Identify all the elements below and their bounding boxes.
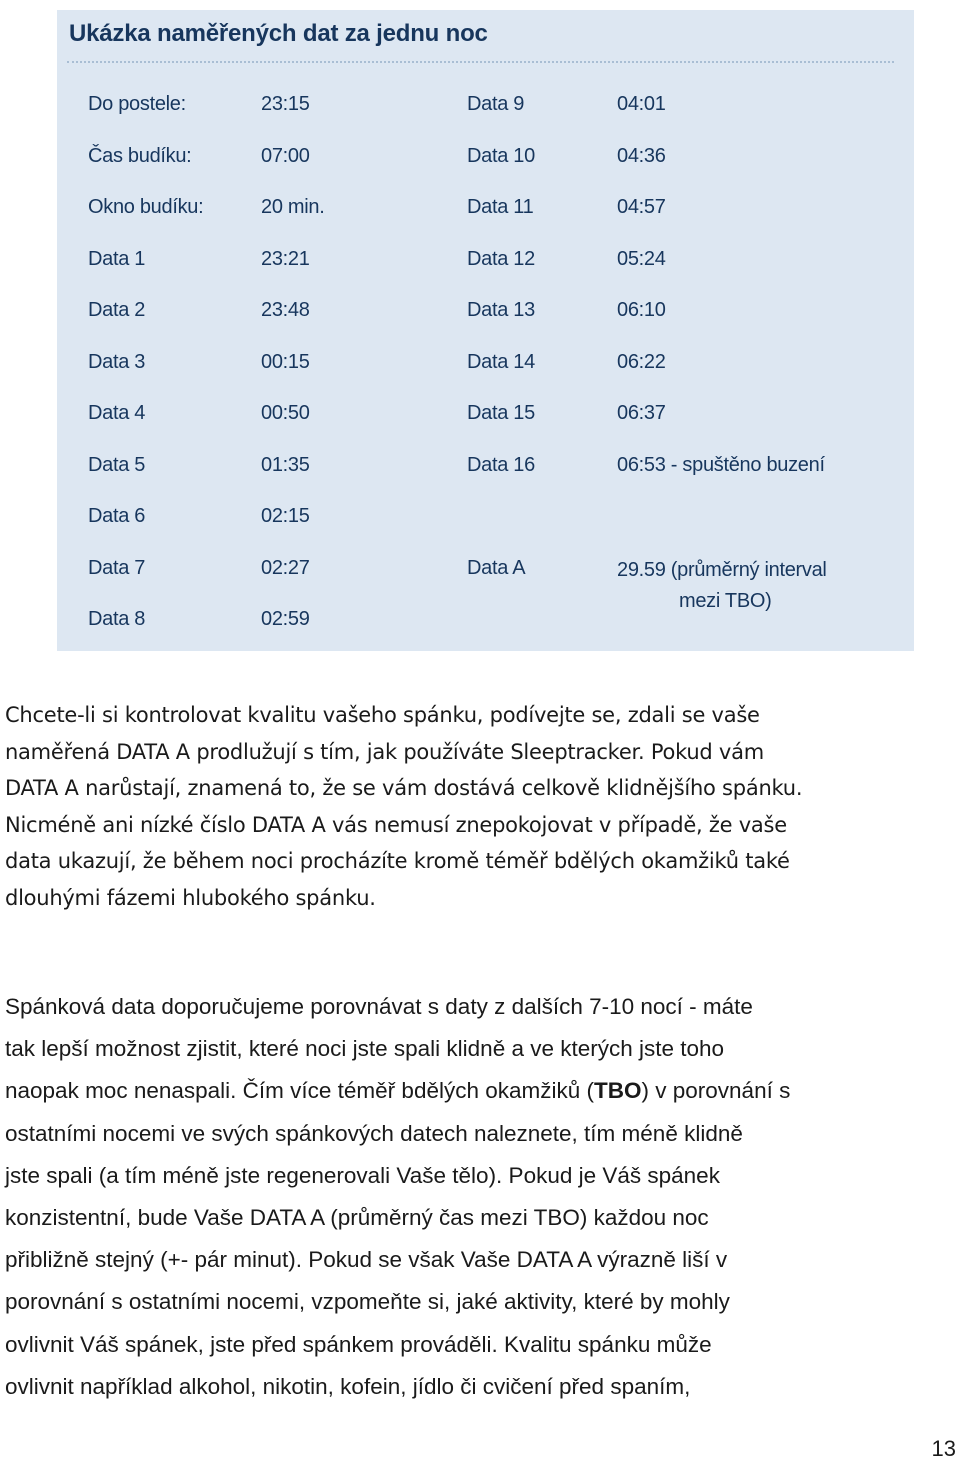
right-label: Data 12 <box>467 248 535 270</box>
right-label: Data 10 <box>467 145 535 167</box>
paragraph-text: naopak moc nenaspali. Čím více téměř bdělých okamžiků ( <box>5 1078 595 1104</box>
left-value: 02:15 <box>261 505 310 527</box>
left-label: Data 5 <box>88 454 146 476</box>
left-label: Do postele: <box>88 93 186 115</box>
paragraph-line: ostatními nocemi ve svých spánkových datech naleznete, tím méně klidně <box>5 1120 743 1146</box>
paragraph-line: přibližně stejný (+- pár minut). Pokud se však Vaše DATA A výrazně liší v <box>5 1247 728 1273</box>
paragraph-line: DATA A narůstají, znamená to, že se vám dostává celkově klidnějšího spánku. <box>5 776 803 800</box>
right-value: 06:22 <box>617 351 666 373</box>
panel-title: Ukázka naměřených dat za jednu noc <box>69 20 488 47</box>
paragraph-line: data ukazují, že během noci procházíte kromě téměř bdělých okamžiků také <box>5 849 790 873</box>
right-value: 05:24 <box>617 248 666 270</box>
page-number: 13 <box>931 1436 956 1461</box>
left-value: 00:50 <box>261 402 310 424</box>
data-a-label: Data A <box>467 557 526 579</box>
paragraph-line: ovlivnit například alkohol, nikotin, kofein, jídlo či cvičení před spaním, <box>5 1373 691 1399</box>
left-value: 01:35 <box>261 454 310 476</box>
left-label: Data 6 <box>88 505 146 527</box>
paragraph-line: jste spali (a tím méně jste regenerovali Vaše tělo). Pokud je Váš spánek <box>5 1162 720 1188</box>
paragraph-line: porovnání s ostatními nocemi, vzpomeňte si, jaké aktivity, které by mohly <box>5 1289 730 1315</box>
right-value: 04:01 <box>617 93 666 115</box>
paragraph-sleep-quality <box>5 697 960 916</box>
left-value: 23:21 <box>261 248 310 270</box>
paragraph-line: tak lepší možnost zjistit, které noci jste spali klidně a ve kterých jste toho <box>5 1036 725 1062</box>
paragraph-comparison <box>5 986 960 1408</box>
paragraph-line: naměřená DATA A prodlužují s tím, jak používáte Sleeptracker. Pokud vám <box>5 739 764 764</box>
panel-title-divider <box>67 61 894 63</box>
left-label: Čas budíku: <box>88 145 192 167</box>
left-label: Data 7 <box>88 557 146 579</box>
left-label: Data 3 <box>88 351 146 373</box>
left-value: 02:59 <box>261 608 310 630</box>
sleep-data-panel <box>57 10 914 651</box>
tbo-abbreviation: TBO <box>594 1078 642 1104</box>
data-a-value-line2: mezi TBO) <box>679 590 772 612</box>
left-label: Data 4 <box>88 402 146 424</box>
data-a-value-line1: 29.59 (průměrný interval <box>617 559 827 581</box>
paragraph-line: Nicméně ani nízké číslo DATA A vás nemusí znepokojovat v případě, že vaše <box>5 812 787 837</box>
paragraph-line: Chcete-li si kontrolovat kvalitu vašeho spánku, podívejte se, zdali se vaše <box>5 703 760 727</box>
left-value: 07:00 <box>261 145 310 167</box>
left-value: 20 min. <box>261 196 325 218</box>
right-value: 04:57 <box>617 196 666 218</box>
left-label: Data 8 <box>88 608 146 630</box>
right-value: 06:37 <box>617 402 666 424</box>
left-label: Data 1 <box>88 248 146 270</box>
right-label: Data 15 <box>467 402 535 424</box>
right-label: Data 9 <box>467 93 525 115</box>
paragraph-line: Spánková data doporučujeme porovnávat s daty z dalších 7-10 nocí - máte <box>5 994 753 1019</box>
left-value: 02:27 <box>261 557 310 579</box>
right-label: Data 16 <box>467 454 535 476</box>
right-label: Data 14 <box>467 351 535 373</box>
right-value: 04:36 <box>617 145 666 167</box>
data-a-value <box>617 555 827 617</box>
left-value: 23:15 <box>261 93 310 115</box>
right-label: Data 11 <box>467 196 534 218</box>
paragraph-line: ovlivnit Váš spánek, jste před spánkem prováděli. Kvalitu spánku může <box>5 1331 712 1357</box>
paragraph-line <box>5 1070 960 1112</box>
left-label: Okno budíku: <box>88 196 204 218</box>
paragraph-text: ) v porovnání s <box>641 1078 791 1104</box>
right-value: 06:53 - spuštěno buzení <box>617 454 825 476</box>
paragraph-line: konzistentní, bude Vaše DATA A (průměrný čas mezi TBO) každou noc <box>5 1205 709 1231</box>
left-value: 00:15 <box>261 351 310 373</box>
right-label: Data 13 <box>467 299 535 321</box>
left-label: Data 2 <box>88 299 146 321</box>
paragraph-line: dlouhými fázemi hlubokého spánku. <box>5 885 376 910</box>
right-value: 06:10 <box>617 299 666 321</box>
left-value: 23:48 <box>261 299 310 321</box>
